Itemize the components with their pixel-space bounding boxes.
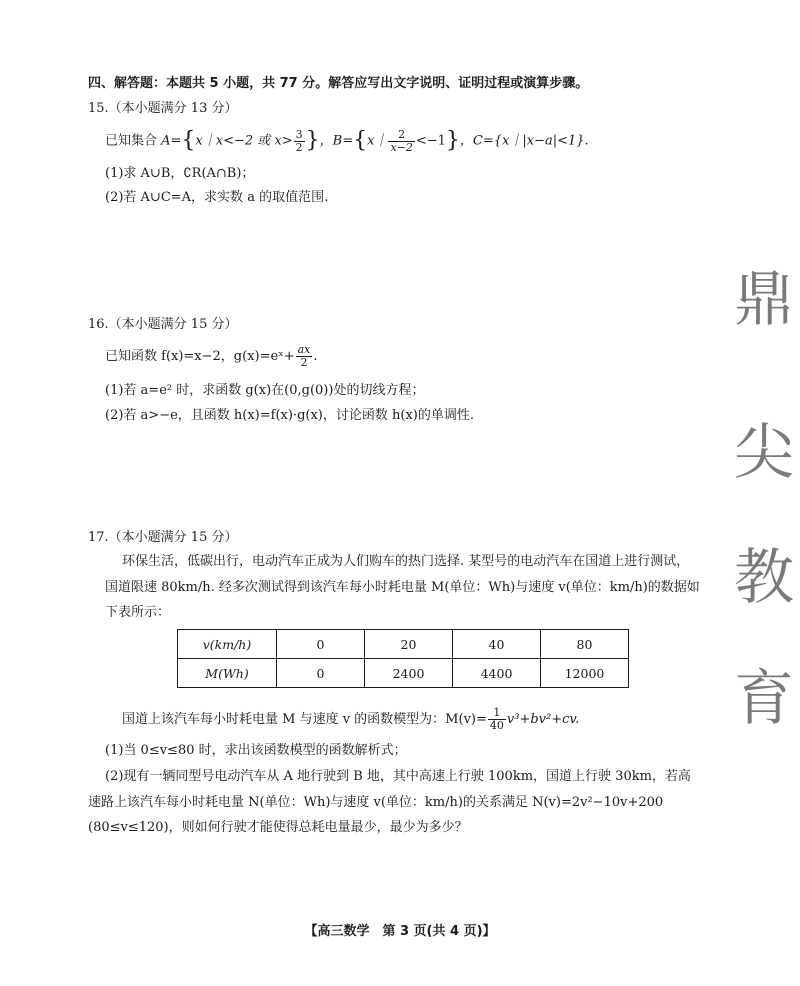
set-a-lhs: A= (161, 133, 182, 149)
problem-17-part1: (1)当 0≤v≤80 时，求出该函数模型的函数解析式； (105, 743, 407, 758)
table-cell: 40 (453, 630, 541, 659)
problem-17-model (122, 707, 579, 733)
problem-15-heading: 15.（本小题满分 13 分） (88, 101, 238, 116)
set-a-frac-num: 3 (295, 127, 303, 141)
given-prefix: 已知集合 (105, 133, 162, 149)
problem-17-para2: 国道限速 80km/h. 经多次测试得到该汽车每小时耗电量 M(单位：Wh)与速度 v(单位：km/h)的数据如 (105, 580, 700, 595)
table-cell: 0 (277, 659, 365, 688)
model-prefix: 国道上该汽车每小时耗电量 M 与速度 v 的函数模型为：M(v)= (122, 712, 487, 727)
watermark-char: 尖 (734, 418, 794, 488)
problem-15-part1: (1)求 A∪B，∁R(A∩B)； (105, 166, 255, 181)
table-cell: 20 (365, 630, 453, 659)
brace-close: } (305, 128, 320, 153)
set-a-frac-den: 2 (295, 140, 303, 154)
set-a-body: x｜x<−2 或 x> (195, 133, 293, 149)
given-tail: . (313, 349, 318, 364)
set-b-frac-num: 2 (388, 129, 414, 142)
table-cell: 80 (541, 630, 629, 659)
table-row (178, 630, 629, 659)
problem-16-given (105, 344, 318, 370)
set-c: ，C={x｜|x−a|<1}. (459, 133, 589, 149)
section-header: 四、解答题：本题共 5 小题，共 77 分。解答应写出文字说明、证明过程或演算步骤。 (88, 76, 589, 91)
given-text: 已知函数 f(x)=x−2，g(x)=eˣ+ (105, 349, 295, 364)
problem-17-para3: 下表所示： (105, 605, 171, 620)
set-b-fraction (388, 129, 414, 154)
table-cell: 12000 (541, 659, 629, 688)
model-frac-den: 40 (489, 719, 504, 732)
watermark-char: 鼎 (734, 265, 794, 335)
set-b-tail: <−1 (415, 133, 446, 149)
brace-open: { (181, 128, 196, 153)
model-fraction (488, 707, 506, 732)
table-cell: 0 (277, 630, 365, 659)
problem-15-part2: (2)若 A∪C=A，求实数 a 的取值范围. (105, 190, 329, 205)
problem-17-part2-line1: (2)现有一辆同型号电动汽车从 A 地行驶到 B 地，其中高速上行驶 100km，国道上行驶 30km，若高 (105, 769, 691, 784)
g-frac-num: ax (297, 343, 311, 356)
problem-16-part1: (1)若 a=e² 时，求函数 g(x)在(0,g(0))处的切线方程； (105, 383, 425, 398)
watermark-char: 育 (734, 664, 794, 734)
brace-open: { (353, 128, 368, 153)
watermark-char: 教 (734, 543, 794, 613)
set-b-body: x｜ (367, 133, 388, 149)
table-row (178, 659, 629, 688)
model-frac-num: 1 (488, 707, 506, 720)
set-a-fraction (294, 129, 305, 154)
problem-16-heading: 16.（本小题满分 15 分） (88, 317, 238, 332)
table-cell: 4400 (453, 659, 541, 688)
table-cell: 2400 (365, 659, 453, 688)
g-fraction (296, 344, 313, 369)
page-footer: 【高三数学 第 3 页(共 4 页)】 (304, 924, 496, 939)
set-b-lhs: ，B= (319, 133, 354, 149)
problem-17-part2-line3: (80≤v≤120)，则如何行驶才能使得总耗电量最少，最少为多少？ (88, 820, 468, 835)
problem-15-given (105, 128, 589, 155)
problem-17-heading: 17.（本小题满分 15 分） (88, 530, 238, 545)
problem-17-part2-line2: 速路上该汽车每小时耗电量 N(单位：Wh)与速度 v(单位：km/h)的关系满足 N(v)=2v²−10v+200 (88, 795, 664, 810)
problem-16-part2: (2)若 a>−e，且函数 h(x)=f(x)·g(x)，讨论函数 h(x)的单调性. (105, 408, 474, 423)
table-cell: v(km/h) (178, 630, 277, 659)
brace-close: } (445, 128, 460, 153)
problem-17-para1: 环保生活，低碳出行，电动汽车正成为人们购车的热门选择. 某型号的电动汽车在国道上进行测试， (122, 554, 690, 569)
set-b-frac-den: x−2 (390, 140, 413, 154)
g-frac-den: 2 (300, 356, 308, 369)
model-tail: v³+bv²+cv. (506, 712, 580, 727)
table-cell: M(Wh) (178, 659, 277, 688)
speed-energy-table (177, 629, 629, 688)
